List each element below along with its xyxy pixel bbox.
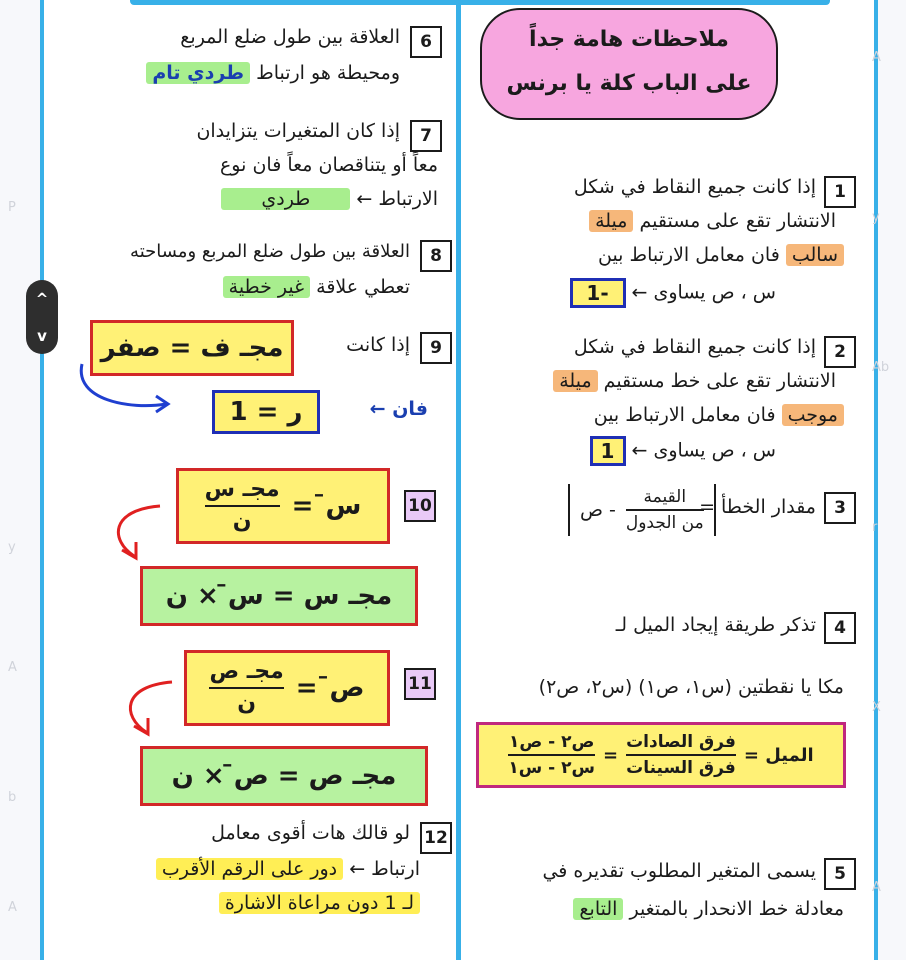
note-3-label: مقدار الخطأ = — [699, 496, 816, 518]
note-number-7: 7 — [410, 120, 442, 152]
title-line-1: ملاحظات هامة جداً — [529, 27, 729, 52]
note-number-4: 4 — [824, 612, 856, 644]
note-1-line-3: سالب فان معامل الارتباط بين — [598, 242, 844, 269]
note-9-then: فان ← — [369, 398, 428, 420]
mean-y-formula-box — [184, 650, 390, 726]
slope-fraction-words — [626, 732, 736, 778]
mean-y-equals: = — [295, 673, 318, 703]
note-number-12: 12 — [420, 822, 452, 854]
right-margin-marks: A y Ab r X A — [872, 50, 890, 895]
mean-x-formula-box — [176, 468, 390, 544]
title-line-2: على الباب كلة يا برنس — [506, 71, 752, 96]
error-fraction — [626, 487, 704, 533]
note-7-line-1: إذا كان المتغيرات يتزايدان — [196, 120, 400, 142]
title-bubble — [480, 8, 778, 120]
note-2-line-2: الانتشار تقع على خط مستقيم ميلة — [553, 368, 836, 395]
note-number-2: 2 — [824, 336, 856, 368]
note-9-pre: إذا كانت — [346, 334, 410, 356]
note-12-line-3: لـ 1 دون مراعاة الاشارة — [219, 890, 420, 917]
sum-deviation-box: مجـ ف = صفر — [90, 320, 294, 376]
note-5-line-1: يسمى المتغير المطلوب تقديره في — [542, 860, 816, 882]
note-6-line-1: العلاقة بين طول ضلع المربع — [180, 26, 400, 48]
sum-y-formula-box: مجـ ص = ص̄ × ن — [140, 746, 428, 806]
note-number-5: 5 — [824, 858, 856, 890]
note-12-line-1: لو قالك هات أقوى معامل — [211, 822, 410, 844]
r-equals-one-box: ر = 1 — [212, 390, 320, 434]
answer-minus-one: -1 — [570, 278, 626, 308]
note-4-line-2: مكا يا نقطتين (س١، ص١) (س٢، ص٢) — [538, 676, 844, 698]
note-2-line-4: س ، ص يساوى ← 1 — [590, 436, 777, 466]
top-border — [130, 0, 830, 5]
error-fraction-top: القيمة — [643, 487, 687, 507]
mean-x-numerator: مجـ س — [204, 477, 280, 502]
note-1-line-1: إذا كانت جميع النقاط في شكل — [573, 176, 816, 198]
error-fraction-bottom: من الجدول — [625, 513, 704, 533]
note-7-line-3: الارتباط ← طردي — [221, 186, 438, 213]
curved-arrow-icon — [112, 676, 192, 740]
note-4-line-1: تذكر طريقة إيجاد الميل لـ — [615, 614, 816, 636]
note-2-line-3: موجب فان معامل الارتباط بين — [594, 402, 844, 429]
slope-equals: = — [602, 744, 619, 766]
mean-x-fraction — [205, 477, 280, 535]
slope-formula-box — [476, 722, 846, 788]
column-divider — [456, 0, 461, 960]
note-12-line-2: ارتباط ← دور على الرقم الأقرب — [156, 856, 420, 883]
note-2-line-1: إذا كانت جميع النقاط في شكل — [573, 336, 816, 358]
note-8-line-1: العلاقة بين طول ضلع المربع ومساحته — [130, 241, 410, 262]
slope-num-words: فرق الصادات — [626, 732, 736, 752]
slope-fraction-symbols — [508, 732, 595, 778]
note-1-line-4: س ، ص يساوى ← -1 — [570, 278, 777, 308]
sum-x-formula-box: مجـ س = س̄ × ن — [140, 566, 418, 626]
note-number-9: 9 — [420, 332, 452, 364]
page-scroll-control[interactable] — [26, 280, 58, 354]
curved-arrow-icon — [100, 500, 180, 564]
slope-den-words: فرق السينات — [626, 758, 736, 778]
note-5-line-2: معادلة خط الانحدار بالمتغير التابع — [573, 896, 844, 923]
note-number-11: 11 — [404, 668, 436, 700]
chevron-up-icon[interactable]: ^ — [35, 289, 49, 308]
mean-y-fraction — [209, 659, 283, 717]
chevron-down-icon[interactable]: v — [37, 326, 47, 345]
error-abs-expression — [568, 484, 716, 536]
curved-arrow-icon — [70, 360, 180, 416]
mean-x-denominator: ن — [232, 509, 252, 534]
mean-x-equals: = — [291, 491, 314, 521]
left-margin-marks: P y A b A — [8, 200, 17, 915]
answer-one: 1 — [590, 436, 626, 466]
error-tail: - ص — [580, 499, 616, 521]
slope-label: الميل = — [743, 744, 814, 766]
mean-y-numerator: مجـ ص — [209, 659, 284, 684]
note-number-10: 10 — [404, 490, 436, 522]
note-6-line-2: ومحيطة هو ارتباط طردي تام — [146, 60, 400, 87]
note-number-3: 3 — [824, 492, 856, 524]
mean-x-symbol: س̄ — [325, 491, 362, 521]
note-1-line-2: الانتشار تقع على مستقيم ميلة — [589, 208, 836, 235]
note-8-line-2: تعطي علاقة غير خطية — [223, 274, 410, 301]
slope-num-symbols: ص٢ - ص١ — [508, 732, 595, 752]
note-7-line-2: معاً أو يتناقصان معاً فان نوع — [219, 154, 438, 176]
note-number-1: 1 — [824, 176, 856, 208]
slope-den-symbols: س٢ - س١ — [508, 758, 595, 778]
note-number-8: 8 — [420, 240, 452, 272]
mean-y-denominator: ن — [237, 691, 256, 716]
mean-y-symbol: ص̄ — [329, 673, 365, 703]
note-number-6: 6 — [410, 26, 442, 58]
